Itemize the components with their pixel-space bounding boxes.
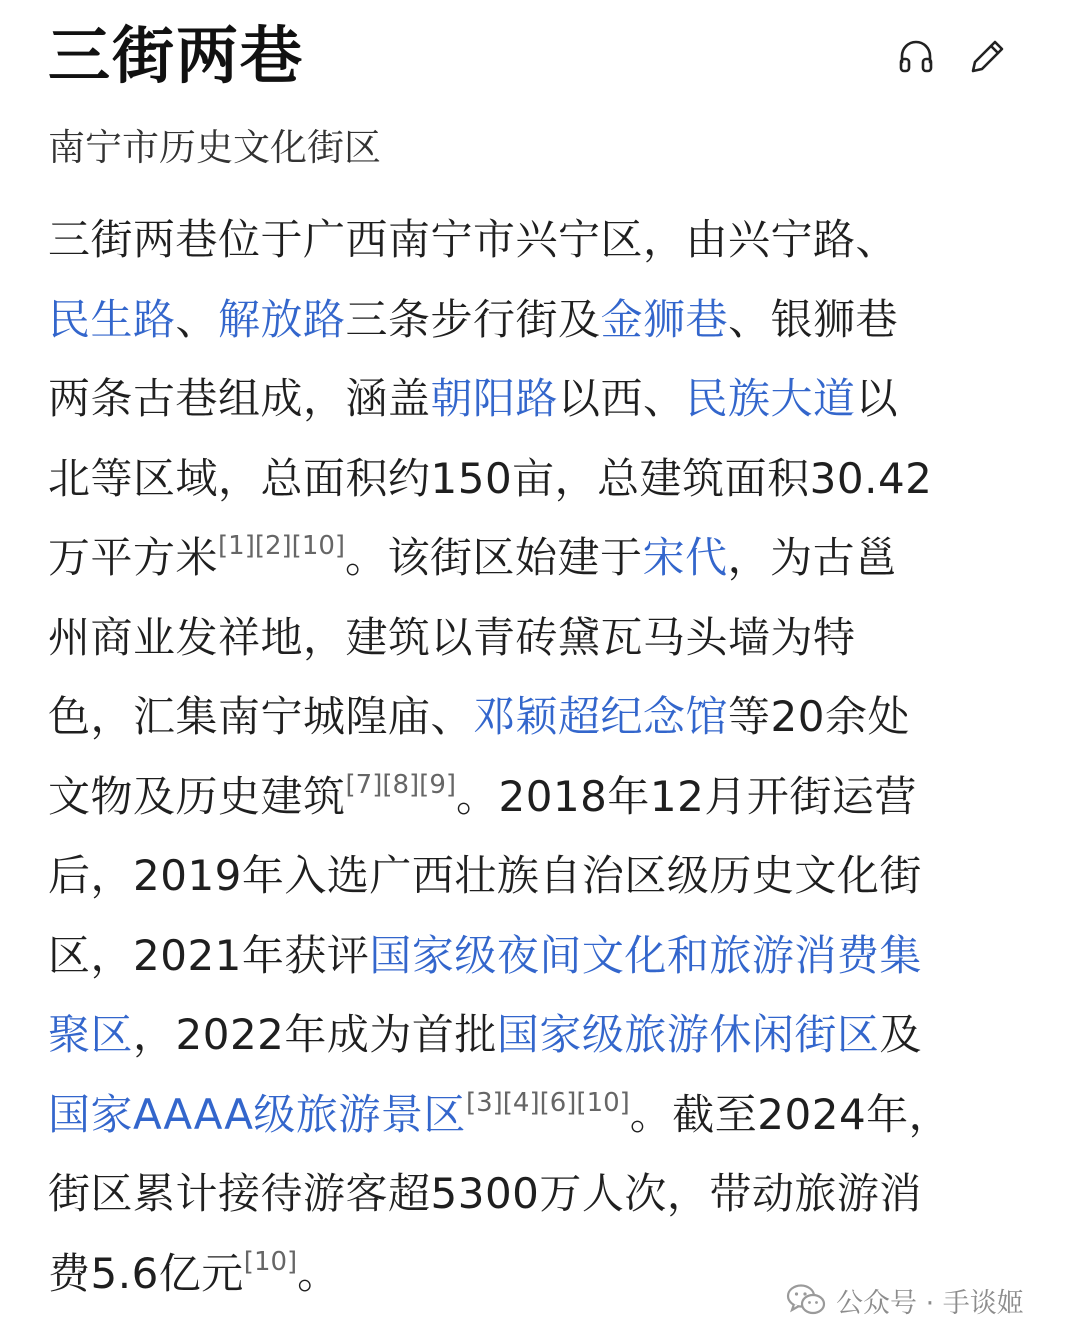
- text-run: 。: [297, 1248, 340, 1298]
- article-line: [48, 280, 1033, 360]
- link-night-culture-tourism-cluster-cont[interactable]: 聚区: [48, 1010, 134, 1059]
- text-run: ，为古邕: [727, 533, 898, 582]
- article-line: [48, 757, 1033, 837]
- link-song-dynasty[interactable]: 宋代: [642, 533, 728, 582]
- text-run: 。该街区始建于: [345, 533, 643, 582]
- citation-ref[interactable]: [1][2][10]: [218, 531, 346, 561]
- article-line: [48, 439, 1033, 519]
- pencil-icon[interactable]: [966, 34, 1010, 78]
- article-body: [48, 200, 1033, 1313]
- text-run: 街区累计接待游客超5300万人次，带动旅游消: [48, 1169, 922, 1218]
- article-line: [48, 359, 1033, 439]
- article-line: [48, 916, 1033, 996]
- text-run: 三条步行街及: [345, 294, 601, 344]
- article-line: [48, 995, 1033, 1075]
- text-run: 万平方米: [48, 533, 219, 582]
- link-chaoyang-road[interactable]: 朝阳路: [430, 374, 559, 423]
- citation-ref[interactable]: [10]: [243, 1246, 298, 1277]
- article-line: [48, 1154, 1033, 1234]
- text-run: 。截至2024年，: [629, 1089, 952, 1139]
- link-aaaa-scenic-area[interactable]: 国家AAAA级旅游景区: [48, 1089, 466, 1139]
- watermark-text: 公众号 · 手谈姬: [836, 1287, 1024, 1319]
- citation-ref[interactable]: [3][4][6][10]: [465, 1087, 630, 1118]
- text-run: 北等区域，总面积约150亩，总建筑面积30.42: [48, 453, 933, 503]
- headphones-icon[interactable]: [894, 34, 938, 78]
- article-line: [48, 598, 1033, 678]
- page-subtitle: 南宁市历史文化街区: [48, 126, 381, 169]
- wechat-icon: [786, 1283, 826, 1317]
- article-line: [48, 677, 1033, 757]
- header: [48, 14, 1032, 98]
- link-minzu-avenue[interactable]: 民族大道: [685, 374, 856, 423]
- text-run: 。2018年12月开街运营: [456, 771, 917, 821]
- text-run: 等20余处: [728, 692, 910, 741]
- text-run: 两条古巷组成，涵盖: [48, 374, 431, 423]
- text-run: 、: [175, 294, 219, 344]
- link-night-culture-tourism-cluster[interactable]: 国家级夜间文化和旅游消费集: [369, 930, 922, 980]
- text-run: 以: [855, 374, 899, 423]
- link-minsheng-road[interactable]: 民生路: [48, 294, 176, 344]
- watermark: [786, 1280, 1024, 1320]
- text-run: 、银狮巷: [728, 294, 899, 344]
- article-line: [48, 1075, 1033, 1155]
- text-run: 州商业发祥地，建筑以青砖黛瓦马头墙为特: [48, 612, 856, 662]
- citation-ref[interactable]: [7][8][9]: [345, 769, 457, 800]
- article-line: [48, 836, 1033, 916]
- article-line: [48, 200, 1033, 280]
- text-run: ，2022年成为首批: [133, 1010, 497, 1059]
- text-run: 三街两巷位于广西南宁市兴宁区，由兴宁路、: [48, 215, 899, 264]
- text-run: 以西、: [558, 374, 686, 423]
- page-title: 三街两巷: [48, 19, 305, 92]
- article-line: [48, 518, 1033, 598]
- text-run: 后，2019年入选广西壮族自治区级历史文化街: [48, 851, 922, 900]
- text-run: 费5.6亿元: [48, 1248, 244, 1298]
- link-deng-yingchao-memorial[interactable]: 邓颖超纪念馆: [473, 692, 729, 741]
- text-run: 色，汇集南宁城隍庙、: [48, 692, 474, 741]
- text-run: 文物及历史建筑: [48, 771, 346, 821]
- text-run: 区，2021年获评: [48, 930, 370, 980]
- link-jiefang-road[interactable]: 解放路: [218, 294, 346, 344]
- link-jinshi-lane[interactable]: 金狮巷: [600, 294, 729, 344]
- text-run: 及: [879, 1010, 922, 1059]
- link-national-leisure-street[interactable]: 国家级旅游休闲街区: [496, 1010, 880, 1059]
